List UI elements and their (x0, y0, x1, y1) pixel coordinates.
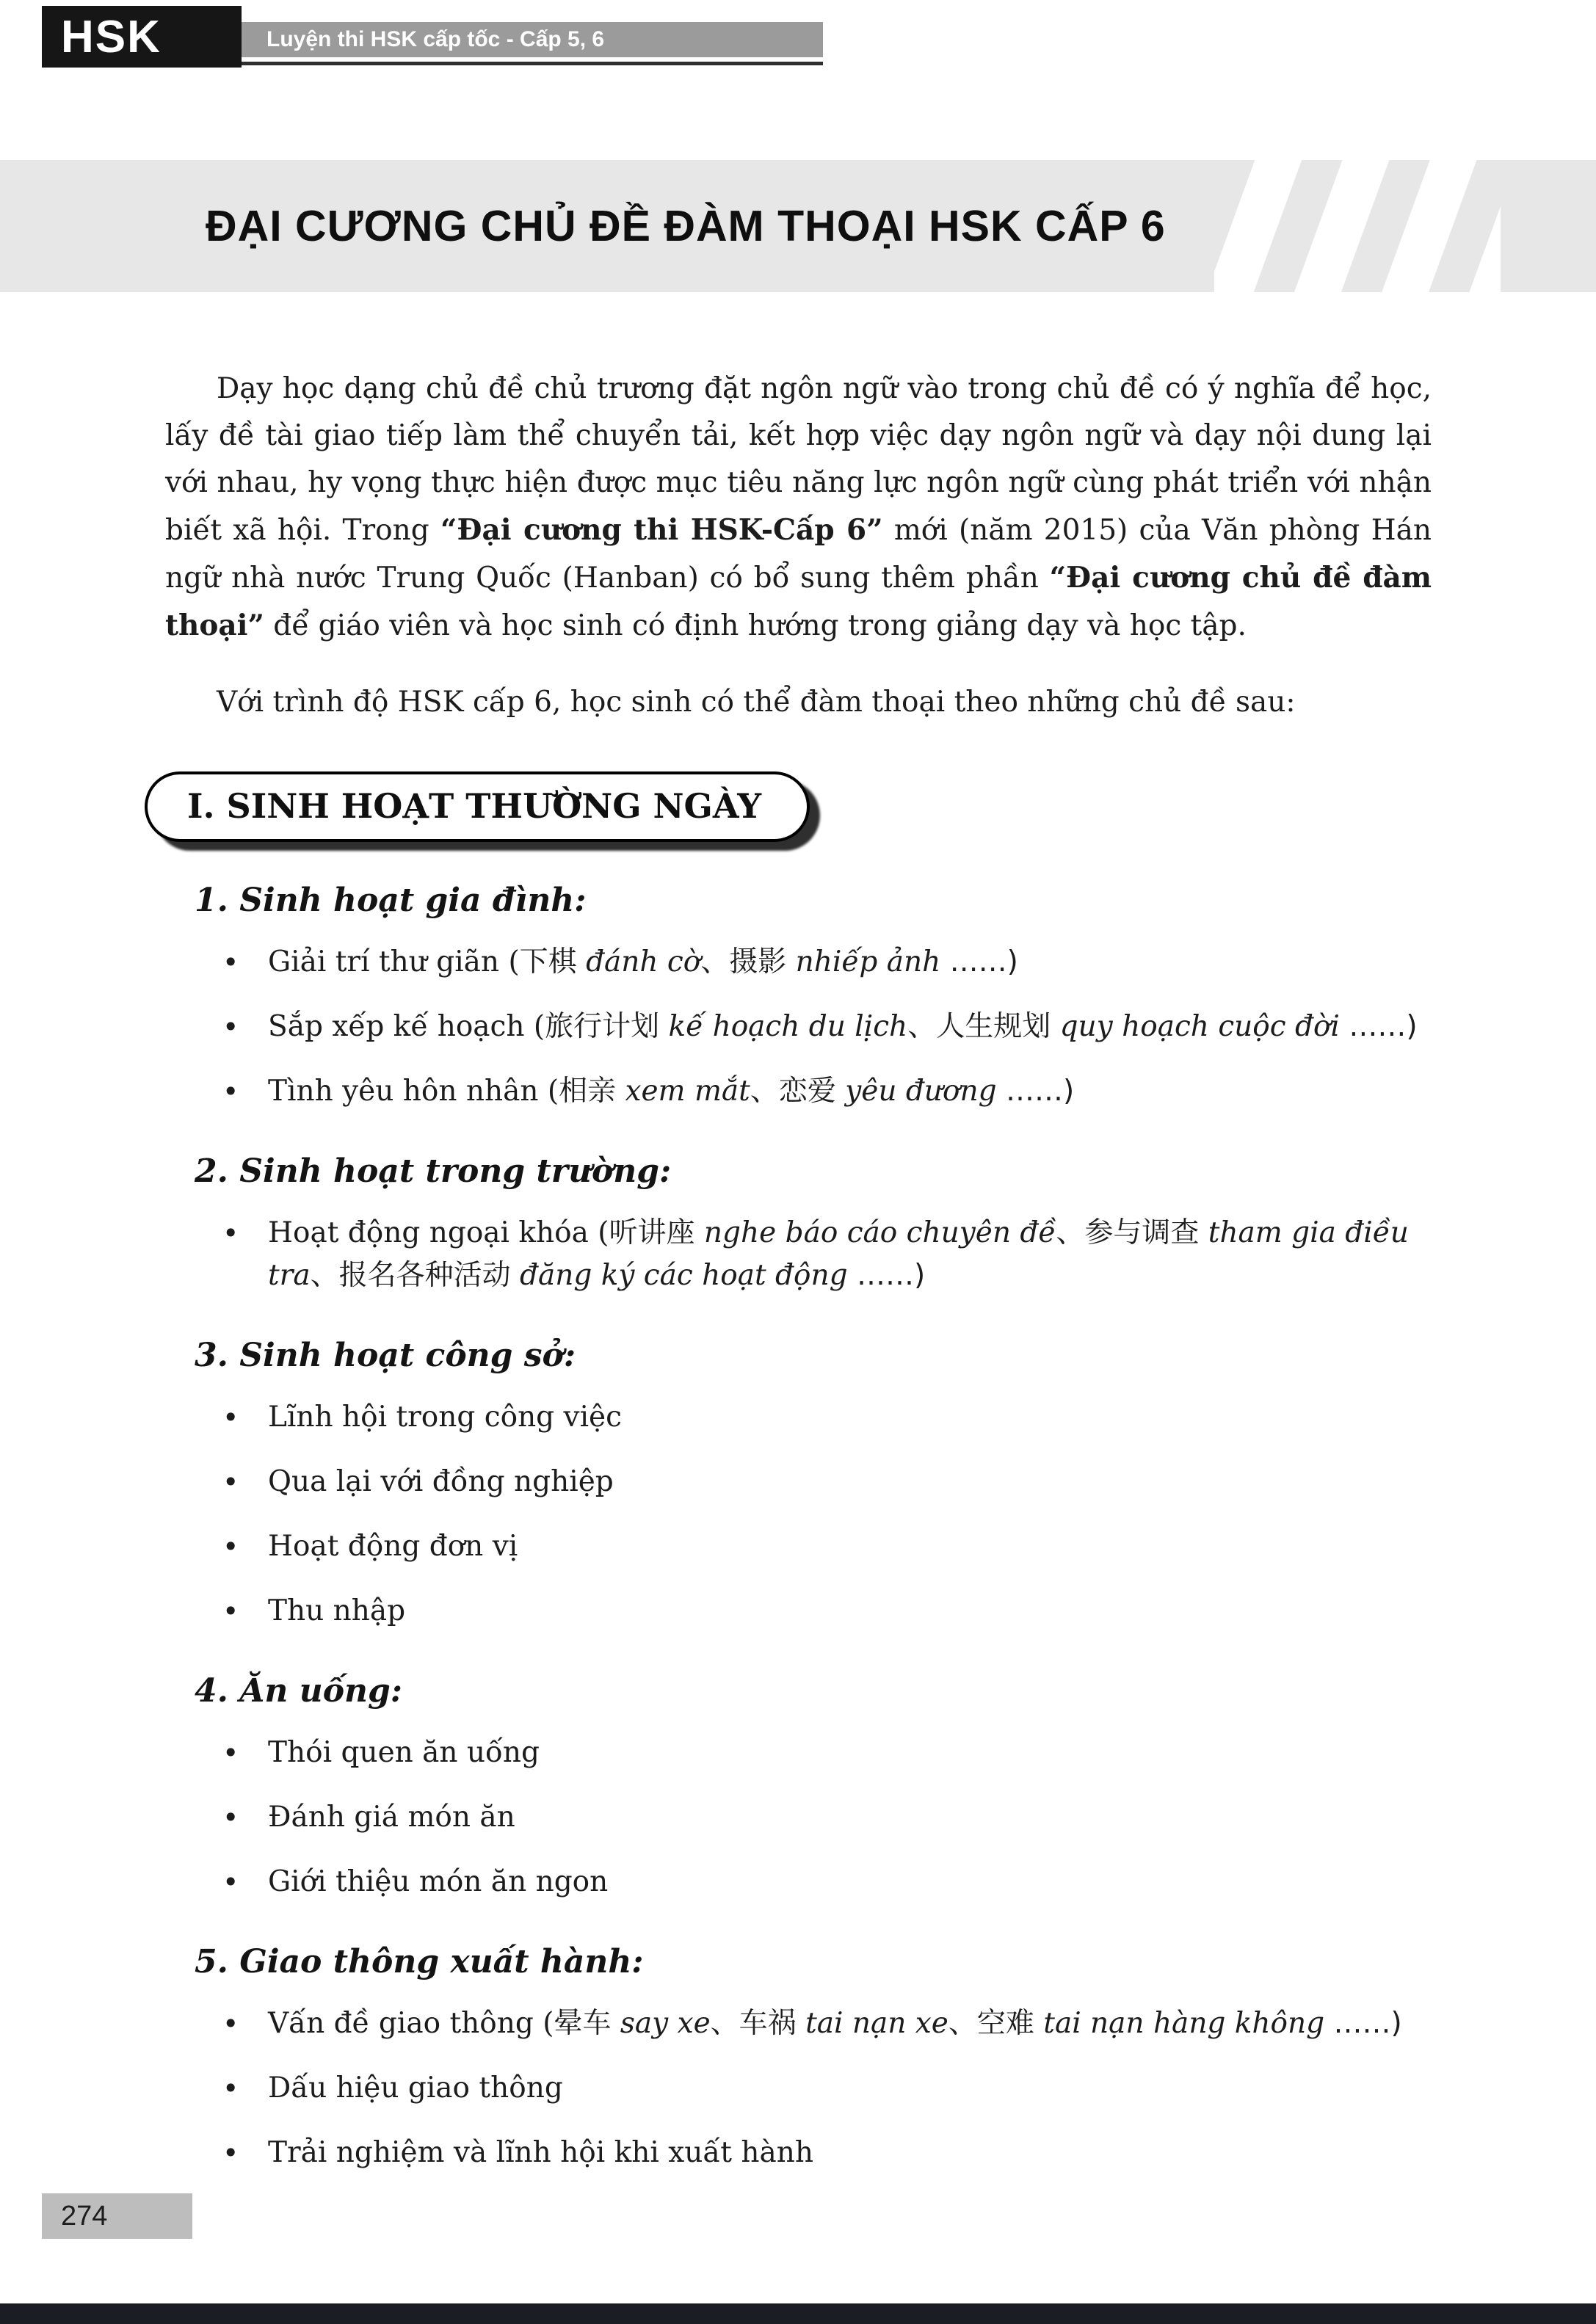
bullet-item (222, 1861, 1432, 1903)
text-segment: 、 (700, 945, 730, 978)
bullet-text (268, 1006, 1432, 1048)
text-segment: 听讲座 (609, 1216, 704, 1249)
text-segment: Hoạt động ngoại khóa ( (268, 1216, 609, 1249)
text-segment: Thói quen ăn uống (268, 1736, 540, 1769)
text-segment: 报名各种活动 (338, 1259, 520, 1292)
bullet-text (268, 1212, 1432, 1297)
bullet-icon: • (222, 1401, 239, 1434)
text-segment: 、 (710, 2007, 739, 2040)
text-segment: Thu nhập (268, 1594, 406, 1627)
title-banner (0, 160, 1596, 292)
topic-heading: 2. Sinh hoạt trong trường: (195, 1152, 672, 1190)
text-segment: Sắp xếp kế hoạch ( (268, 1010, 545, 1043)
text-segment: 晕车 (554, 2007, 620, 2040)
topic-heading: 5. Giao thông xuất hành: (195, 1943, 644, 1980)
text-segment: xem mắt (625, 1075, 750, 1108)
bullet-item (222, 1732, 1432, 1774)
bullet-item (222, 941, 1432, 984)
bullet-item (222, 1006, 1432, 1048)
bullet-item (222, 1525, 1432, 1568)
bullet-text (268, 1861, 1432, 1903)
text-segment: ……) (1005, 1075, 1075, 1108)
section-heading-pill (145, 771, 810, 842)
bullet-text (268, 1461, 1432, 1503)
bullet-icon: • (222, 1737, 239, 1769)
text-segment: 、 (1056, 1216, 1085, 1249)
bullet-text (268, 1396, 1432, 1439)
bullet-icon: • (222, 946, 239, 978)
header-strip-text: Luyện thi HSK cấp tốc - Cấp 5, 6 (266, 27, 605, 51)
bullet-item (222, 1396, 1432, 1439)
bottom-bar (0, 2303, 1596, 2324)
text-segment: 下棋 (519, 945, 587, 978)
bullet-item (222, 1212, 1432, 1297)
text-segment: Đánh giá món ăn (268, 1801, 515, 1834)
text-segment: 、 (948, 2007, 977, 2040)
text-segment: 摄影 (729, 945, 796, 978)
text-segment: mới (năm 2015) của Văn phòng Hán ngữ nhà nước Trung Quốc (Hanban) có bổ sung thêm phần (165, 514, 1432, 595)
text-segment: kế hoạch du lịch (668, 1010, 908, 1043)
text-segment: 参与调查 (1084, 1216, 1208, 1249)
bullet-item (222, 1070, 1432, 1113)
bullet-item (222, 1590, 1432, 1633)
bullet-item (222, 1461, 1432, 1503)
bullet-item (222, 1796, 1432, 1839)
text-segment: yêu đương (845, 1075, 1006, 1108)
bullet-text (268, 2132, 1432, 2174)
section-heading-text: I. SINH HOẠT THƯỜNG NGÀY (187, 786, 762, 826)
text-segment: Tình yêu hôn nhân ( (268, 1075, 559, 1108)
text-segment: say xe (620, 2007, 711, 2040)
text-segment: Giải trí thư giãn ( (268, 945, 520, 978)
topic-list (165, 882, 1432, 2174)
bullet-text (268, 2067, 1432, 2110)
bullet-icon: • (222, 1075, 239, 1108)
text-segment: 相亲 (559, 1075, 625, 1108)
page-content (165, 366, 1432, 2174)
bullet-icon: • (222, 2008, 239, 2040)
bullet-item (222, 2132, 1432, 2174)
text-segment: Lĩnh hội trong công việc (268, 1401, 622, 1434)
bullet-icon: • (222, 1530, 239, 1563)
text-segment: 旅行计划 (545, 1010, 669, 1043)
bullet-text (268, 1590, 1432, 1633)
text-segment: 人生规划 (936, 1010, 1060, 1043)
topic-heading: 3. Sinh hoạt công sở: (195, 1337, 576, 1374)
text-segment: Vấn đề giao thông ( (268, 2007, 554, 2040)
header-divider (242, 62, 823, 65)
bullet-icon: • (222, 1595, 239, 1627)
bullet-item (222, 2002, 1432, 2045)
text-segment: Giới thiệu món ăn ngon (268, 1865, 609, 1898)
header-strip (242, 22, 823, 57)
bullet-icon: • (222, 2137, 239, 2169)
text-segment: 、 (750, 1075, 779, 1108)
diagonal-stripes-decoration (1214, 160, 1501, 292)
bullet-icon: • (222, 2072, 239, 2105)
text-segment: nghe báo cáo chuyên đề (703, 1216, 1056, 1249)
bullet-icon: • (222, 1217, 239, 1249)
text-segment: để giáo viên và học sinh có định hướng trong giảng dạy và học tập. (264, 609, 1247, 642)
bullet-icon: • (222, 1466, 239, 1498)
bullet-icon: • (222, 1011, 239, 1043)
bullet-item (222, 2067, 1432, 2110)
bullet-text (268, 2002, 1432, 2045)
text-segment: tai nạn xe (805, 2007, 948, 2040)
text-segment: tai nạn hàng không (1043, 2007, 1334, 2040)
text-segment: tham gia điều tra (268, 1216, 1409, 1292)
text-segment: Dạy học dạng chủ đề chủ trương đặt ngôn ngữ vào trong chủ đề có ý nghĩa để học, lấy đề tài giao tiếp làm thể chuyển tải, kết hợp việc dạy ngôn ngữ và dạy nội dung lại với nhau, hy vọng thực hiện được mục tiêu năng lực ngôn ngữ cùng phát triển với nhận biết xã hội. Trong (165, 372, 1432, 547)
text-segment: đăng ký các hoạt động (520, 1259, 857, 1292)
text-segment: nhiếp ảnh (795, 945, 950, 978)
text-segment: quy hoạch cuộc đời (1059, 1010, 1349, 1043)
text-segment: “Đại cương chủ đề đàm thoại” (165, 561, 1432, 642)
bullet-text (268, 1732, 1432, 1774)
page-title: ĐẠI CƯƠNG CHỦ ĐỀ ĐÀM THOẠI HSK CẤP 6 (206, 202, 1166, 250)
page-number-box (42, 2193, 192, 2239)
bullet-icon: • (222, 1801, 239, 1834)
text-segment: ……) (1349, 1010, 1418, 1043)
text-segment: ……) (1333, 2007, 1402, 2040)
topic-heading: 4. Ăn uống: (195, 1672, 403, 1710)
topic-heading: 1. Sinh hoạt gia đình: (195, 882, 587, 919)
text-segment: Trải nghiệm và lĩnh hội khi xuất hành (268, 2136, 813, 2169)
text-segment: 车祸 (739, 2007, 806, 2040)
text-segment: 恋爱 (778, 1075, 846, 1108)
bullet-text (268, 941, 1432, 984)
text-segment: đánh cờ (586, 945, 701, 978)
page-number: 274 (61, 2200, 108, 2232)
text-segment: Hoạt động đơn vị (268, 1530, 518, 1563)
bullet-text (268, 1525, 1432, 1568)
text-segment: 、 (907, 1010, 937, 1043)
text-segment: 空难 (976, 2007, 1044, 2040)
text-segment: Dấu hiệu giao thông (268, 2071, 563, 2105)
text-segment: 、 (310, 1259, 339, 1292)
bullet-text (268, 1070, 1432, 1113)
text-segment: ……) (856, 1259, 926, 1292)
intro-paragraph (165, 366, 1432, 650)
text-segment: “Đại cương thi HSK-Cấp 6” (440, 513, 883, 547)
text-segment: ……) (949, 945, 1018, 978)
bullet-icon: • (222, 1866, 239, 1898)
text-segment: Qua lại với đồng nghiệp (268, 1465, 614, 1498)
bullet-text (268, 1796, 1432, 1839)
hsk-logo: HSK (42, 6, 242, 68)
lead-in-paragraph: Với trình độ HSK cấp 6, học sinh có thể đàm thoại theo những chủ đề sau: (217, 686, 1296, 719)
